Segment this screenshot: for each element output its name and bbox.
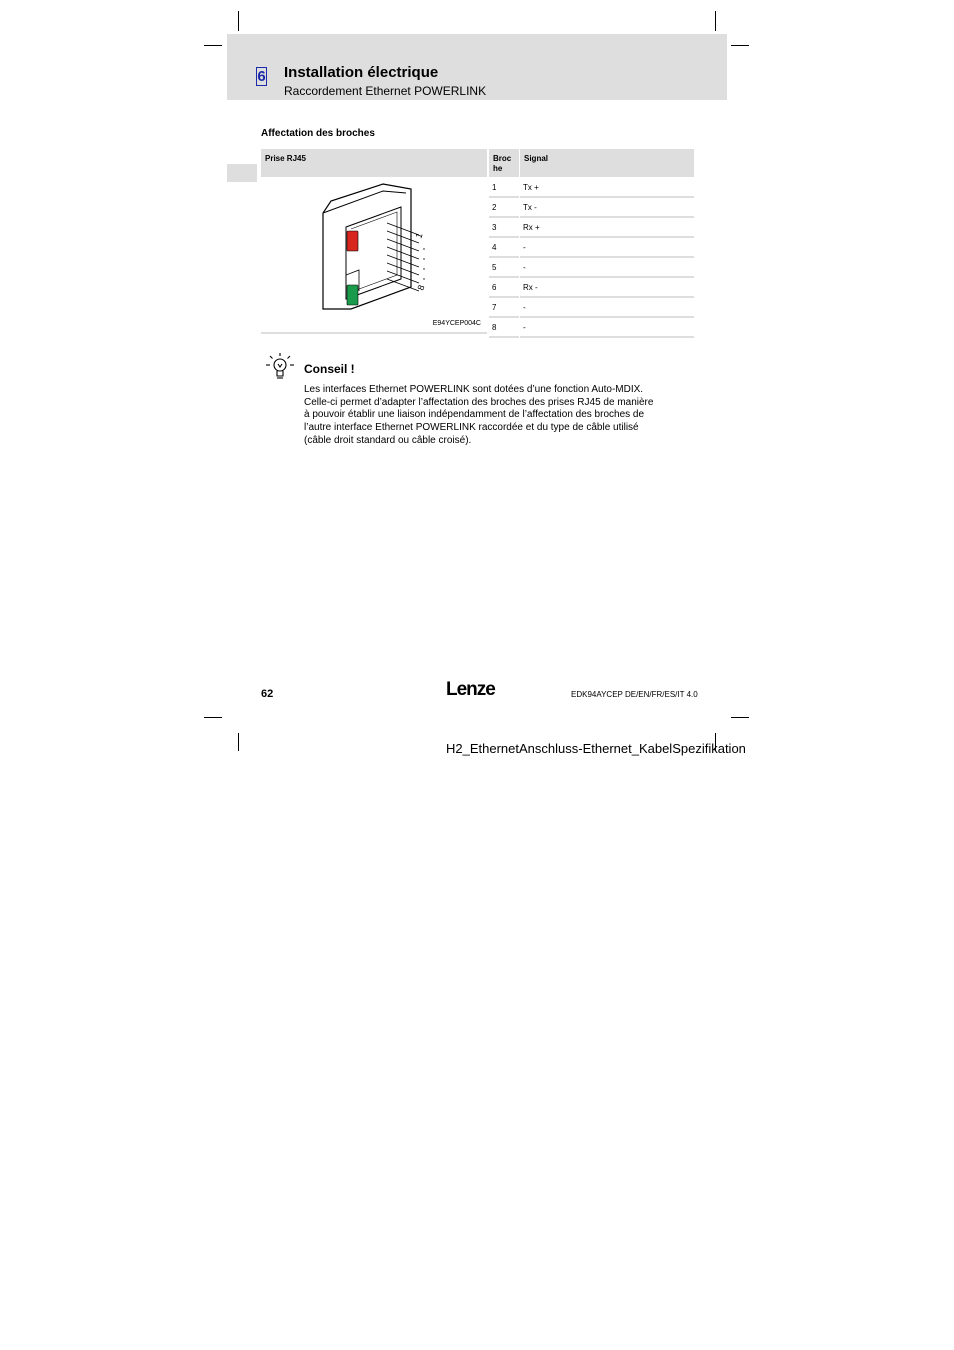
table-row (489, 258, 694, 278)
pin-signal: - (523, 243, 526, 252)
tip-body (304, 384, 689, 448)
section-title: Affectation des broches (261, 128, 375, 139)
chapter-title: Installation électrique (284, 64, 439, 81)
table-row (489, 298, 694, 318)
pin-number: 4 (492, 243, 497, 252)
crop-mark (731, 717, 749, 718)
crop-mark (238, 11, 239, 31)
table-row (489, 218, 694, 238)
tip-line: l’autre interface Ethernet POWERLINK raccordée et du type de câble utilisé (304, 422, 639, 434)
pin-number: 6 (492, 283, 497, 292)
led-top-red (347, 231, 358, 251)
tip-title: Conseil ! (304, 362, 355, 376)
table-row (489, 178, 694, 198)
tip-line: Celle-ci permet d’adapter l’affectation des broches des prises RJ45 de manière (304, 396, 654, 408)
pin-number: 3 (492, 223, 497, 232)
pin-label-last: 8 (415, 283, 427, 292)
header-signal: Signal (520, 149, 694, 177)
crop-mark (204, 45, 222, 46)
figure-divider (261, 332, 487, 334)
tip-line: à pouvoir établir une liaison indépendamment de l’affectation des broches de (304, 409, 645, 421)
pin-number: 2 (492, 203, 497, 212)
rj45-figure-cell (261, 179, 487, 333)
pin-number: 1 (492, 183, 497, 192)
led-bottom-green (347, 285, 358, 305)
pin-number: 7 (492, 303, 497, 312)
table-row (489, 278, 694, 298)
rj45-socket-drawing (261, 179, 487, 333)
pin-signal: - (523, 303, 526, 312)
figure-code: E94YCEP004C (432, 320, 481, 327)
page-number: 62 (261, 688, 274, 700)
tip-line: Les interfaces Ethernet POWERLINK sont dotées d’une fonction Auto-MDIX. (304, 384, 644, 395)
side-tab-marker (227, 164, 257, 182)
document-reference: EDK94AYCEP DE/EN/FR/ES/IT 4.0 (571, 690, 698, 699)
lightbulb-icon (265, 352, 295, 382)
crop-mark (238, 733, 239, 751)
table-row (489, 318, 694, 338)
crop-mark (731, 45, 749, 46)
table-row (489, 198, 694, 218)
table-row (489, 238, 694, 258)
pin-signal: Rx + (523, 223, 540, 232)
pin-number: 8 (492, 323, 497, 332)
tip-line: (câble droit standard ou câble croisé). (304, 434, 472, 446)
pin-signal: Rx - (523, 283, 538, 292)
crop-mark (715, 11, 716, 31)
pin-label-first: 1 (413, 231, 425, 240)
pin-number: 5 (492, 263, 497, 272)
crop-mark (204, 717, 222, 718)
header-connector: Prise RJ45 (261, 149, 487, 177)
pin-signal: Tx - (523, 203, 537, 212)
lenze-logo: Lenze (446, 679, 495, 700)
footer-label: H2_EthernetAnschluss-Ethernet_KabelSpezifikation (446, 741, 746, 756)
chapter-number: 6 (257, 68, 266, 85)
pin-signal: Tx + (523, 183, 539, 192)
pin-signal: - (523, 263, 526, 272)
chapter-subtitle: Raccordement Ethernet POWERLINK (284, 84, 487, 98)
header-pin: Broc he (489, 149, 519, 177)
pin-signal: - (523, 323, 526, 332)
